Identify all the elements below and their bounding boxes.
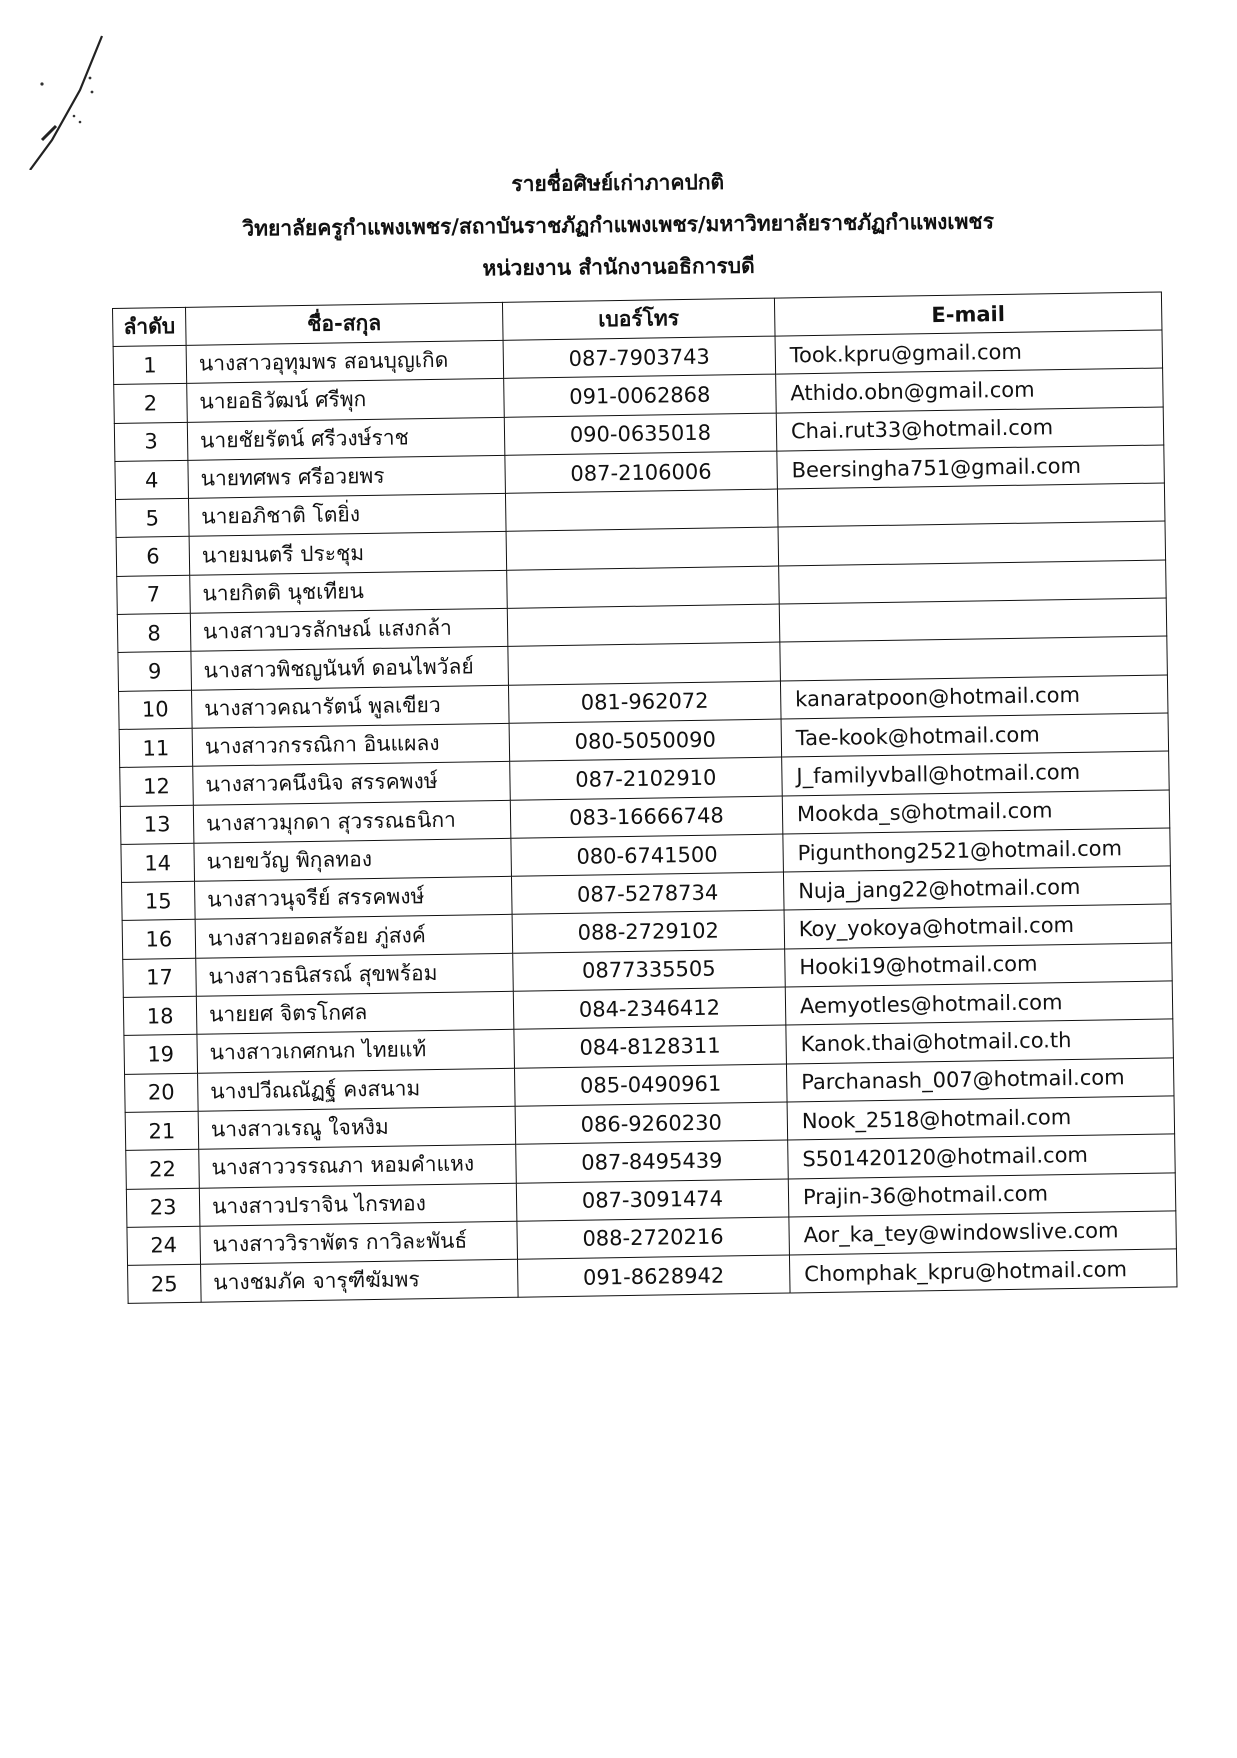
row-number: 19: [124, 1035, 198, 1074]
row-number: 21: [125, 1111, 199, 1150]
row-name: นางสาวมุกดา สุวรรณธนิกา: [193, 800, 510, 843]
row-number: 8: [117, 613, 191, 652]
row-name: นางสาวเกศกนก ไทยแท้: [197, 1030, 514, 1073]
row-email: [779, 598, 1167, 642]
row-email: [777, 483, 1165, 527]
row-name: นายอธิวัฒน์ ศรีพุก: [187, 379, 504, 422]
row-email: J_familyvball@hotmail.com: [782, 751, 1170, 795]
row-email: Nuja_jang22@hotmail.com: [783, 866, 1171, 910]
row-name: นายมนตรี ประชุม: [189, 532, 506, 575]
row-name: นางสาวบวรลักษณ์ แสงกล้า: [190, 608, 507, 651]
row-name: นางสาวเรณู ใจหงิม: [198, 1106, 515, 1149]
row-email: Aemyotles@hotmail.com: [785, 981, 1173, 1025]
row-name: นายกิตติ นุชเทียน: [190, 570, 507, 613]
row-phone: [507, 604, 780, 647]
row-email: Koy_yokoya@hotmail.com: [784, 904, 1172, 948]
row-email: Beersingha751@gmail.com: [777, 445, 1165, 489]
row-phone: 086-9260230: [515, 1102, 788, 1145]
row-phone: 088-2720216: [517, 1217, 790, 1260]
row-name: นางสาวปราจิน ไกรทอง: [199, 1183, 516, 1226]
pen-mark: [22, 30, 112, 170]
row-phone: 087-5278734: [511, 872, 784, 915]
row-phone: 087-7903743: [503, 336, 776, 379]
row-email: [778, 521, 1166, 565]
row-email: Mookda_s@hotmail.com: [782, 790, 1170, 834]
row-name: นางชมภัค จารุฑีฆัมพร: [201, 1259, 518, 1302]
row-number: 16: [122, 920, 196, 959]
row-phone: 087-8495439: [515, 1140, 788, 1183]
row-phone: [505, 489, 778, 532]
row-name: นางสาวยอดสร้อย ภู่สงค์: [195, 915, 512, 958]
row-name: นางสาวนุจรีย์ สรรคพงษ์: [194, 876, 511, 919]
row-phone: 088-2729102: [512, 910, 785, 953]
row-email: Prajin-36@hotmail.com: [788, 1172, 1176, 1216]
column-header-no: ลำดับ: [113, 307, 187, 346]
title-line-3: หน่วยงาน สำนักงานอธิการบดี: [482, 253, 755, 281]
row-name: นายชัยรัตน์ ศรีวงษ์ราช: [187, 417, 504, 460]
title-line-2: วิทยาลัยครูกำแพงเพชร/สถาบันราชภัฏกำแพงเพชร/มหาวิทยาลัยราชภัฏกำแพงเพชร: [242, 209, 995, 241]
row-number: 24: [127, 1226, 201, 1265]
row-number: 2: [114, 384, 188, 423]
row-number: 15: [122, 881, 196, 920]
row-email: Pigunthong2521@hotmail.com: [783, 828, 1171, 872]
row-phone: [506, 528, 779, 571]
row-email: Chomphak_kpru@hotmail.com: [789, 1249, 1177, 1293]
row-phone: 083-16666748: [510, 796, 783, 839]
column-header-email: E-mail: [774, 292, 1162, 336]
row-name: นางสาวคณารัตน์ พูลเขียว: [191, 685, 508, 728]
column-header-name: ชื่อ-สกุล: [185, 302, 502, 345]
document-header: [0, 156, 1237, 294]
row-name: นางสาวธนิสรณ์ สุขพร้อม: [196, 953, 513, 996]
row-phone: [508, 642, 781, 685]
row-name: นายอภิชาติ โตยิ่ง: [188, 494, 505, 537]
row-number: 3: [114, 422, 188, 461]
alumni-table: [112, 292, 1178, 1305]
row-number: 6: [116, 537, 190, 576]
row-name: นายขวัญ พิกุลทอง: [194, 838, 511, 881]
row-name: นางสาววิราพัตร กาวิละพันธ์: [200, 1221, 517, 1264]
row-number: 5: [116, 499, 190, 538]
row-name: นางสาววรรณภา หอมคำแหง: [199, 1144, 516, 1187]
title-line-1: รายชื่อศิษย์เก่าภาคปกติ: [511, 169, 725, 197]
row-number: 14: [121, 843, 195, 882]
row-email: kanaratpoon@hotmail.com: [780, 675, 1168, 719]
row-number: 18: [123, 996, 197, 1035]
row-number: 13: [120, 805, 194, 844]
row-number: 20: [125, 1073, 199, 1112]
row-phone: 087-2102910: [509, 757, 782, 800]
row-number: 11: [119, 728, 193, 767]
row-email: S501420120@hotmail.com: [788, 1134, 1176, 1178]
row-number: 4: [115, 460, 189, 499]
row-phone: 090-0635018: [504, 413, 777, 456]
row-name: นางสาวกรรณิกา อินแผลง: [192, 723, 509, 766]
row-email: [780, 636, 1168, 680]
row-phone: 087-3091474: [516, 1179, 789, 1222]
row-email: Athido.obn@gmail.com: [776, 368, 1164, 412]
row-phone: 080-5050090: [509, 719, 782, 762]
row-email: Took.kpru@gmail.com: [775, 330, 1163, 374]
row-phone: 084-2346412: [513, 987, 786, 1030]
row-email: Tae-kook@hotmail.com: [781, 713, 1169, 757]
row-phone: 085-0490961: [514, 1064, 787, 1107]
row-name: นางสาวคนึงนิจ สรรคพงษ์: [193, 762, 510, 805]
row-number: 7: [117, 575, 191, 614]
row-phone: 080-6741500: [511, 834, 784, 877]
row-number: 9: [118, 652, 192, 691]
row-email: Kanok.thai@hotmail.co.th: [786, 1019, 1174, 1063]
row-phone: [506, 566, 779, 609]
row-email: Nook_2518@hotmail.com: [787, 1096, 1175, 1140]
row-phone: 084-8128311: [514, 1025, 787, 1068]
row-phone: 091-0062868: [503, 374, 776, 417]
row-name: นายยศ จิตรโกศล: [196, 991, 513, 1034]
row-number: 22: [126, 1149, 200, 1188]
row-name: นางสาวพิชญนันท์ ดอนไพวัลย์: [191, 647, 508, 690]
row-number: 23: [126, 1188, 200, 1227]
row-name: นางปวีณณัฏฐ์ คงสนาม: [197, 1068, 514, 1111]
row-phone: 0877335505: [512, 949, 785, 992]
row-email: Chai.rut33@hotmail.com: [776, 407, 1164, 451]
row-phone: 081-962072: [508, 681, 781, 724]
row-number: 10: [119, 690, 193, 729]
row-phone: 091-8628942: [517, 1255, 790, 1298]
row-phone: 087-2106006: [505, 451, 778, 494]
row-name: นางสาวอุทุมพร สอนบุญเกิด: [186, 340, 503, 383]
row-number: 1: [113, 345, 187, 384]
row-number: 25: [128, 1264, 202, 1303]
column-header-phone: เบอร์โทร: [502, 298, 775, 340]
row-number: 17: [123, 958, 197, 997]
row-number: 12: [120, 767, 194, 806]
row-name: นายทศพร ศรีอวยพร: [188, 455, 505, 498]
row-email: Parchanash_007@hotmail.com: [786, 1058, 1174, 1102]
row-email: [779, 560, 1167, 604]
row-email: Aor_ka_tey@windowslive.com: [789, 1211, 1177, 1255]
row-email: Hooki19@hotmail.com: [785, 943, 1173, 987]
